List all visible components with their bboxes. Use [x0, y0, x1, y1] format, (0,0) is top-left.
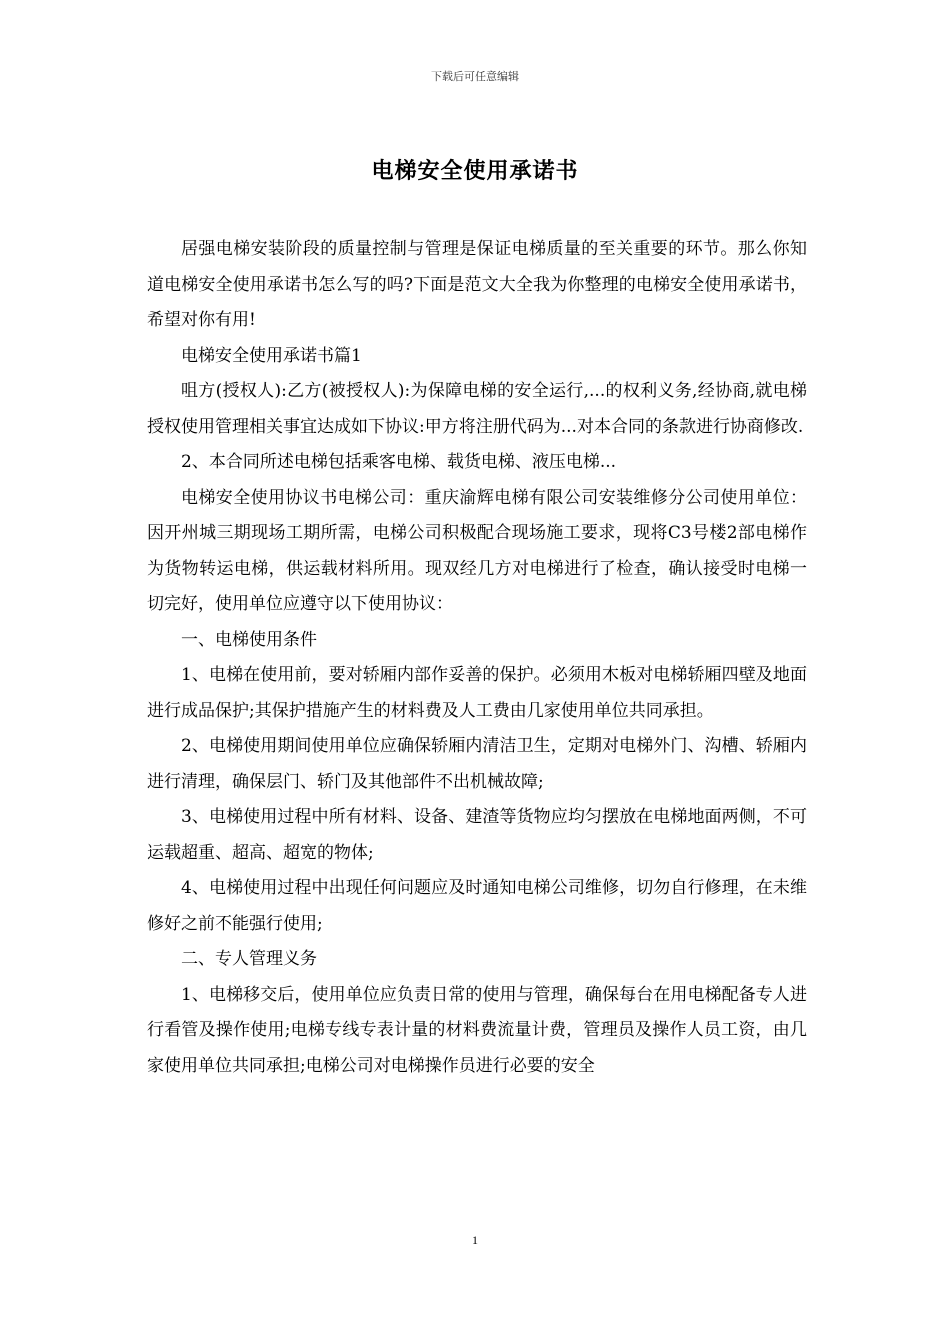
page-number: 1 [472, 1233, 478, 1247]
paragraph-intro: 居强电梯安装阶段的质量控制与管理是保证电梯质量的至关重要的环节。那么你知道电梯安全使用承诺书怎么写的吗?下面是范文大全我为你整理的电梯安全使用承诺书，希望对你有用! [147, 239, 807, 330]
document-body [147, 232, 807, 1084]
paragraph-condition-2: 2、电梯使用期间使用单位应确保轿厢内清洁卫生，定期对电梯外门、沟槽、轿厢内进行清理，确保层门、轿门及其他部件不出机械故障; [147, 736, 807, 792]
paragraph-agreement-intro: 电梯安全使用协议书电梯公司：重庆渝辉电梯有限公司安装维修分公司使用单位：因开州城三期现场工期所需，电梯公司积极配合现场施工要求，现将C3号楼2部电梯作为货物转运电梯，供运载材料所用。现双经几方对电梯进行了检查，确认接受时电梯一切完好，使用单位应遵守以下使用协议： [147, 487, 807, 614]
paragraph-section-heading: 电梯安全使用承诺书篇1 [181, 345, 362, 366]
paragraph-heading-management: 二、专人管理义务 [181, 949, 317, 969]
paragraph-heading-conditions: 一、电梯使用条件 [181, 629, 317, 650]
paragraph-management-1: 1、电梯移交后，使用单位应负责日常的使用与管理，确保每台在用电梯配备专人进行看管及操作使用;电梯专线专表计量的材料费流量计费，管理员及操作人员工资，由几家使用单位共同承担;电梯公司对电梯操作员进行必要的安全 [147, 984, 807, 1076]
header-note: 下载后可任意编辑 [431, 70, 519, 83]
document-title: 电梯安全使用承诺书 [371, 159, 579, 184]
paragraph-condition-3: 3、电梯使用过程中所有材料、设备、建渣等货物应均匀摆放在电梯地面两侧，不可运载超重、超高、超宽的物体; [147, 807, 807, 863]
paragraph-elevator-types: 2、本合同所述电梯包括乘客电梯、载货电梯、液压电梯... [181, 452, 617, 472]
paragraph-condition-4: 4、电梯使用过程中出现任何问题应及时通知电梯公司维修，切勿自行修理，在未维修好之前不能强行使用; [147, 878, 807, 934]
paragraph-authorization: 咀方(授权人):乙方(被授权人):为保障电梯的安全运行,...的权利义务,经协商,就电梯授权使用管理相关事宜达成如下协议:甲方将注册代码为...对本合同的条款进行协商修改. [147, 381, 807, 437]
paragraph-condition-1: 1、电梯在使用前，要对轿厢内部作妥善的保护。必须用木板对电梯轿厢四壁及地面进行成品保护;其保护措施产生的材料费及人工费由几家使用单位共同承担。 [147, 665, 807, 721]
